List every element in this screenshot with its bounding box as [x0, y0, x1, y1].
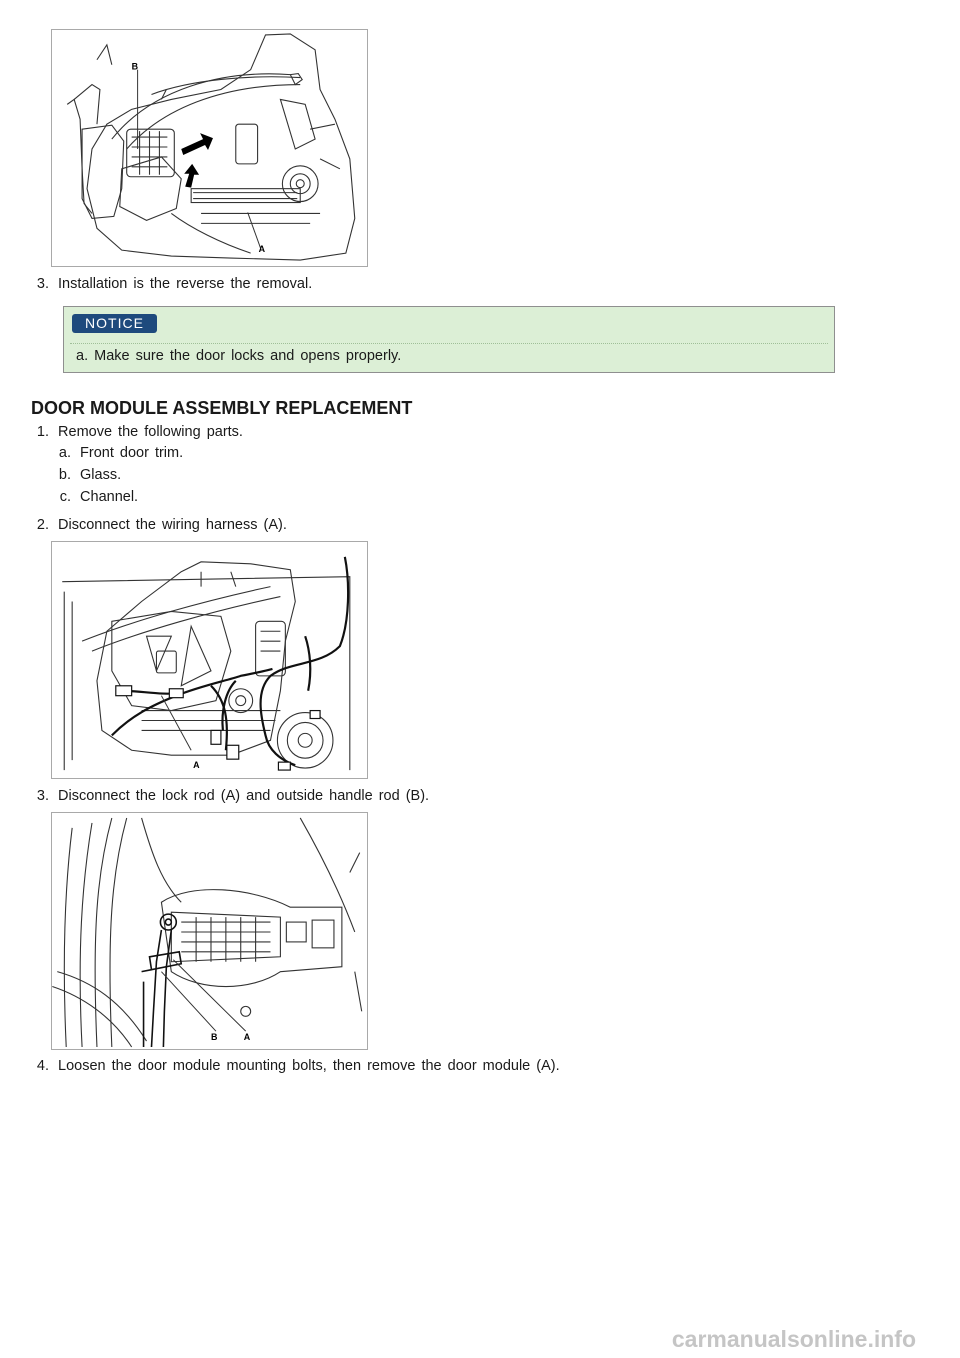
door-latch-illustration: [52, 30, 367, 266]
step-text: Loosen the door module mounting bolts, then remove the door module (A).: [58, 1058, 560, 1074]
substep-number: b.: [58, 467, 71, 483]
notice-text: [76, 348, 401, 364]
step-text: Disconnect the lock rod (A) and outside handle rod (B).: [58, 788, 430, 804]
substep-number: c.: [59, 489, 71, 505]
section-heading: DOOR MODULE ASSEMBLY REPLACEMENT: [31, 398, 413, 418]
substep-a: [53, 445, 183, 461]
lock-rods-illustration: [52, 813, 367, 1049]
step-text: Installation is the reverse the removal.: [58, 276, 313, 292]
step-number: 3.: [36, 788, 49, 804]
callout-a: A: [243, 1032, 251, 1043]
step-install: [31, 276, 312, 292]
step-number: 2.: [36, 517, 49, 533]
callout-a: A: [258, 244, 266, 255]
substep-text: Front door trim.: [80, 445, 184, 461]
notice-divider: [70, 343, 828, 344]
step-2: [31, 517, 287, 533]
notice-badge: NOTICE: [72, 314, 157, 333]
step-number: 3.: [36, 276, 49, 292]
figure-wiring-harness: [51, 541, 368, 779]
wiring-harness-illustration: [52, 542, 367, 778]
step-4: [31, 1058, 560, 1074]
figure-lock-rods: [51, 812, 368, 1050]
substep-number: a.: [58, 445, 71, 461]
step-text: Remove the following parts.: [58, 424, 243, 440]
step-3: [31, 788, 429, 804]
substep-c: [53, 489, 138, 505]
substep-text: Glass.: [80, 467, 122, 483]
notice-item-number: a.: [76, 348, 89, 364]
notice-item-text: Make sure the door locks and opens properly.: [94, 348, 402, 364]
watermark: carmanualsonline.info: [671, 1326, 916, 1352]
callout-a: A: [193, 760, 200, 771]
callout-b: B: [210, 1032, 218, 1043]
substep-b: [53, 467, 121, 483]
step-number: 1.: [36, 424, 49, 440]
notice-box: [63, 306, 835, 373]
substep-text: Channel.: [80, 489, 139, 505]
step-number: 4.: [36, 1058, 49, 1074]
callout-b: B: [131, 61, 139, 72]
step-1: [31, 424, 243, 440]
step-text: Disconnect the wiring harness (A).: [58, 517, 287, 533]
figure-door-latch-cables: [51, 29, 368, 267]
